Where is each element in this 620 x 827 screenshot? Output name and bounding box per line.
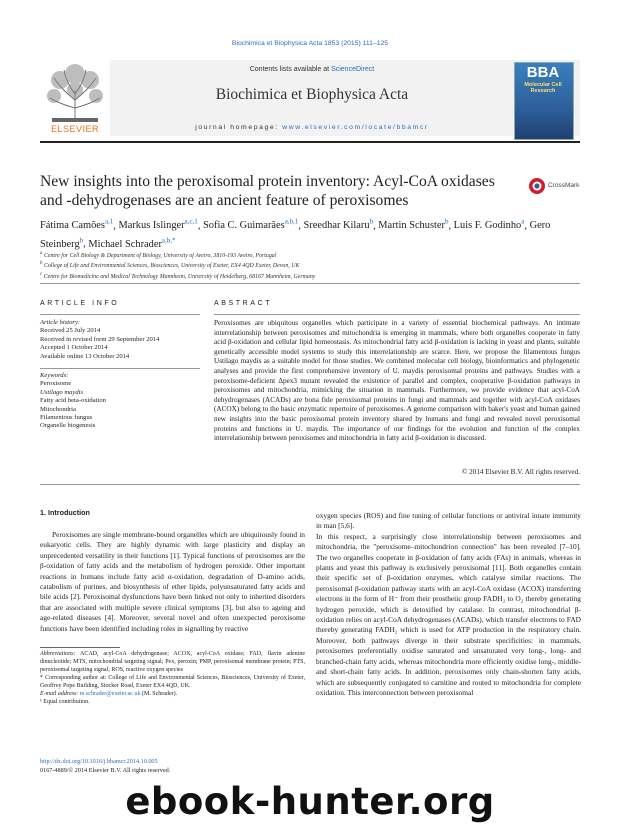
sciencedirect-link[interactable]: ScienceDirect (331, 66, 375, 73)
cover-title: BBA (526, 64, 560, 81)
contents-availability (110, 66, 514, 73)
author-name: Luis F. Godinho (453, 220, 522, 232)
journal-title: Biochimica et Biophysica Acta (215, 86, 409, 103)
divider (40, 314, 200, 315)
divider (40, 283, 580, 284)
keyword: Organelle biogenesis (40, 422, 96, 430)
author-affiliation-marker[interactable]: a,c,1 (184, 218, 198, 226)
author-affiliation-marker[interactable]: a,1 (104, 218, 114, 226)
rights-line: 0167-4889/© 2014 Elsevier B.V. All rights reserved. (40, 766, 171, 774)
intro-column-right: oxygen species (ROS) and fine tuning of cellular functions or antiviral innate immunity in man [5,6]. In this respect, a surprisingly close interrelationship between peroxisomes and mitochondria, the "peroxisome–mitochondrion connection" has been revealed [7–10]. The two organelles cooperate in β-oxidation of fatty acids (FAs) in animals, whereas in plants and yeast this pathway is exclusively peroxisomal [11]. Both organelles contain their specific set of β-oxidation enzymes, which catalyse similar reactions. The peroxisomal β-oxidation pathway starts with an acyl-CoA oxidase (ACOX) transferring electrons in the form of H⁻ from their prosthetic group FADH₂ to O₂ thereby generating hydrogen peroxide, which is detoxified by catalase. In contrast, mitochondrial β-oxidation relies on acyl-CoA dehydrogenases (ACADs), which transfer electrons to FAD thereby generating FADH₂ which is used for ATP production in the respiratory chain. Moreover, both pathways diverge in their substrate specificities: in mammals, peroxisomes preferentially oxidise saturated and unsaturated very long-, long- and branched-chain fatty acids, whereas mitochondria more efficiently oxidise long-, middle- and short-chain fatty acids. In addition, peroxisomes only chain-shorten fatty acids, which are subsequently conjugated to carnitine and routed to mitochondria for complete oxidation. This interconnection between peroxisomal (316, 511, 581, 697)
author-name: Michael Schrader (88, 238, 162, 250)
abstract-text: Peroxisomes are ubiquitous organelles which participate in a variety of essential biochemical pathways. An intimate interrelationship between peroxisomes and mitochondria is emerging in mammals, where both organelles cooperate in fatty acid β-oxidation and cellular lipid homeostasis. As mitochondrial fatty acid β-oxidation is lacking in yeast and plants, suitable genetically accessible model systems to study this interrelationship are scarce. Here, we propose the filamentous fungus Ustilago maydis as a suitable model for those studies. We combined molecular cell biology, bioinformatics and phylogenetic analyses and provide the first comprehensive inventory of U. maydis peroxisomal proteins and pathways. Studies with a peroxisome-deficient Δpex3 mutant revealed the existence of parallel and complex, cooperative β-oxidation pathways in peroxisomes and mitochondria, mimicking the situation in mammals. Furthermore, we provide evidence that acyl-CoA dehydrogenases (ACADs) are bona fide peroxisomal proteins in fungi and mammals and together with acyl-CoA oxidases (ACOX) belong to the basic enzymatic repertoire of peroxisomes. A genome comparison with baker's yeast and human gained new insights into the basic peroxisomal protein inventory shared by humans and fungi and revealed novel peroxisomal proteins and functions in U. maydis. The importance of our findings for the evolution and function of the complex interrelationship between peroxisomes and mitochondria in fatty acid β-oxidation is discussed. (214, 319, 580, 443)
history-label: Article history: (40, 319, 81, 326)
keyword: Fatty acid beta-oxidation (40, 397, 106, 405)
contents-prefix: Contents lists available at (249, 66, 332, 73)
divider (214, 314, 580, 315)
abstract-heading: ABSTRACT (214, 300, 273, 307)
homepage-prefix: journal homepage: (195, 124, 283, 131)
journal-reference[interactable]: Biochimica et Biophysica Acta 1853 (2015) 111–125 (231, 40, 389, 47)
publisher-logo-text: ELSEVIER (50, 124, 100, 134)
author-name: Sreedhar Kilaru (303, 220, 370, 232)
author-name: Markus Islinger (118, 220, 185, 232)
author[interactable] (203, 220, 298, 231)
author-list: Fátima Camões$^{a,1}$, Markus Islinger$^{a,c,1}$, Sofia C. Guimarães$^{a,b,1}$, Sreedhar Kilaru$^b$, Martin Schuster$^b$, Luis F. Godinho$^a$, Gero Steinberg$^b$, Michael Schrader$^{a,b,*}$ (40, 218, 551, 250)
author[interactable] (88, 236, 176, 250)
email-link[interactable]: m.schrader@exeter.ac.uk (79, 691, 141, 697)
article-title: New insights into the peroxisomal protein inventory: Acyl-CoA oxidases and -dehydrogenases are an ancient feature of peroxisomes (40, 173, 495, 209)
author-name: Martin Schuster (378, 220, 445, 232)
author-affiliation-marker[interactable]: a (521, 218, 525, 226)
homepage-link[interactable]: www.elsevier.com/locate/bbamcr (282, 124, 429, 131)
history-item: Received 25 July 2014 (40, 327, 101, 335)
author-affiliation-marker[interactable]: a,b,* (161, 236, 176, 245)
divider (40, 484, 580, 485)
affiliation-text: College of Life and Environmental Sciences, Biosciences, University of Exeter, EX4 4QD Exeter, Devon, UK (43, 263, 300, 270)
affiliation-list (40, 250, 580, 281)
copyright-notice: © 2014 Elsevier B.V. All rights reserved. (461, 468, 580, 476)
author[interactable] (40, 220, 113, 231)
keywords-label: Keywords: (40, 372, 69, 379)
author-name: Gero Steinberg (40, 220, 551, 250)
article-info-heading: ARTICLE INFO (40, 300, 120, 307)
email-label: E-mail address: (40, 691, 80, 697)
keyword: Filamentous fungus (40, 414, 93, 422)
intro-column-left: Peroxisomes are single membrane-bound organelles which are ubiquitously found in eukaryotic cells. They are highly dynamic with large plasticity and display an unprecedented versatility in their functions [1]. Typical functions of peroxisomes are the β-oxidation of fatty acids and the metabolism of hydrogen peroxide. Other important reactions in humans include fatty acid α-oxidation, degradation of D-amino acids, catabolism of purines, and biosynthesis of ether lipids, polyunsaturated fatty acids and bile acids [2]. Peroxisomal dysfunctions have been linked not only to inherited disorders that are associated with multiple severe clinical symptoms [3], but also to ageing and age-related diseases [4]. Moreover, several novel and often unexpected peroxisome functions have been identified including roles in signalling by reactive (40, 530, 305, 633)
author-affiliation-marker[interactable]: b (79, 236, 84, 245)
keyword: Ustilago maydis (40, 388, 84, 396)
equal-contribution-footnote: ¹ Equal contribution. (40, 699, 90, 705)
history-item: Accepted 1 October 2014 (40, 344, 108, 352)
watermark: ebook-hunter.org (125, 780, 495, 823)
history-item: Received in revised form 29 September 2014 (40, 335, 160, 343)
abbreviations-text: ACAD, acyl-CoA dehydrogenase; ACOX, acyl-CoA oxidase; FAD, flavin adenine dinucleotide; MTS, mitochondrial targeting signal; Pex, peroxin; PMP, peroxisomal membrane protein; PTS, peroxisomal targeting signal; ROS, reactive oxygen species (40, 651, 305, 673)
corresponding-author-footnote: * Corresponding author at: College of Life and Environmental Sciences, Biosciences, University of Exeter, Geoffrey Pope Building, Stocker Road, Exeter EX4 4QD, UK. (40, 675, 305, 689)
history-item: Available online 13 October 2014 (40, 352, 130, 360)
footnote-divider (40, 647, 120, 648)
affiliation (40, 260, 580, 270)
journal-homepage (110, 124, 514, 131)
abbreviations-footnote (40, 650, 305, 674)
affiliation-marker: c (40, 271, 43, 277)
author[interactable] (378, 220, 448, 231)
email-suffix: (M. Schrader). (140, 691, 178, 697)
doi-link[interactable]: http://dx.doi.org/10.1016/j.bbamcr.2014.10.005 (40, 758, 158, 765)
doi-block (40, 758, 340, 775)
affiliation-text: Centre for Biomedicine and Medical Technology Mannheim, University of Heidelberg, 68167 Mannheim, Germany (43, 273, 316, 280)
header-divider (40, 141, 580, 143)
author-affiliation-marker[interactable]: a,b,1 (284, 218, 299, 226)
affiliation-marker: a (40, 251, 43, 256)
author[interactable] (454, 220, 525, 231)
section-heading: 1. Introduction (40, 508, 90, 517)
keyword: Peroxisome (40, 380, 72, 388)
footnotes (40, 650, 305, 706)
author-affiliation-marker[interactable]: b (444, 218, 449, 226)
keyword: Mitochondria (40, 405, 76, 413)
email-footnote (40, 690, 305, 698)
cover-subtitle: Molecular Cell Research (524, 82, 562, 94)
author-name: Sofia C. Guimarães (203, 220, 285, 232)
affiliation-marker: b (40, 261, 43, 267)
crossmark-label: CrossMark (548, 182, 580, 189)
article-history (40, 319, 200, 361)
author[interactable] (304, 220, 374, 231)
affiliation (40, 250, 580, 260)
author[interactable] (119, 220, 198, 231)
divider (40, 368, 200, 369)
affiliation (40, 271, 580, 281)
abbreviations-label: Abbreviations: (40, 651, 76, 657)
affiliation-text: Centre for Cell Biology & Department of Biology, University of Aveiro, 3810-193 Aveiro, Portugal (43, 252, 277, 259)
keyword-list (40, 372, 200, 431)
crossmark-badge[interactable] (528, 176, 588, 196)
author-affiliation-marker[interactable]: b (369, 218, 374, 226)
author-name: Fátima Camões (40, 220, 105, 232)
